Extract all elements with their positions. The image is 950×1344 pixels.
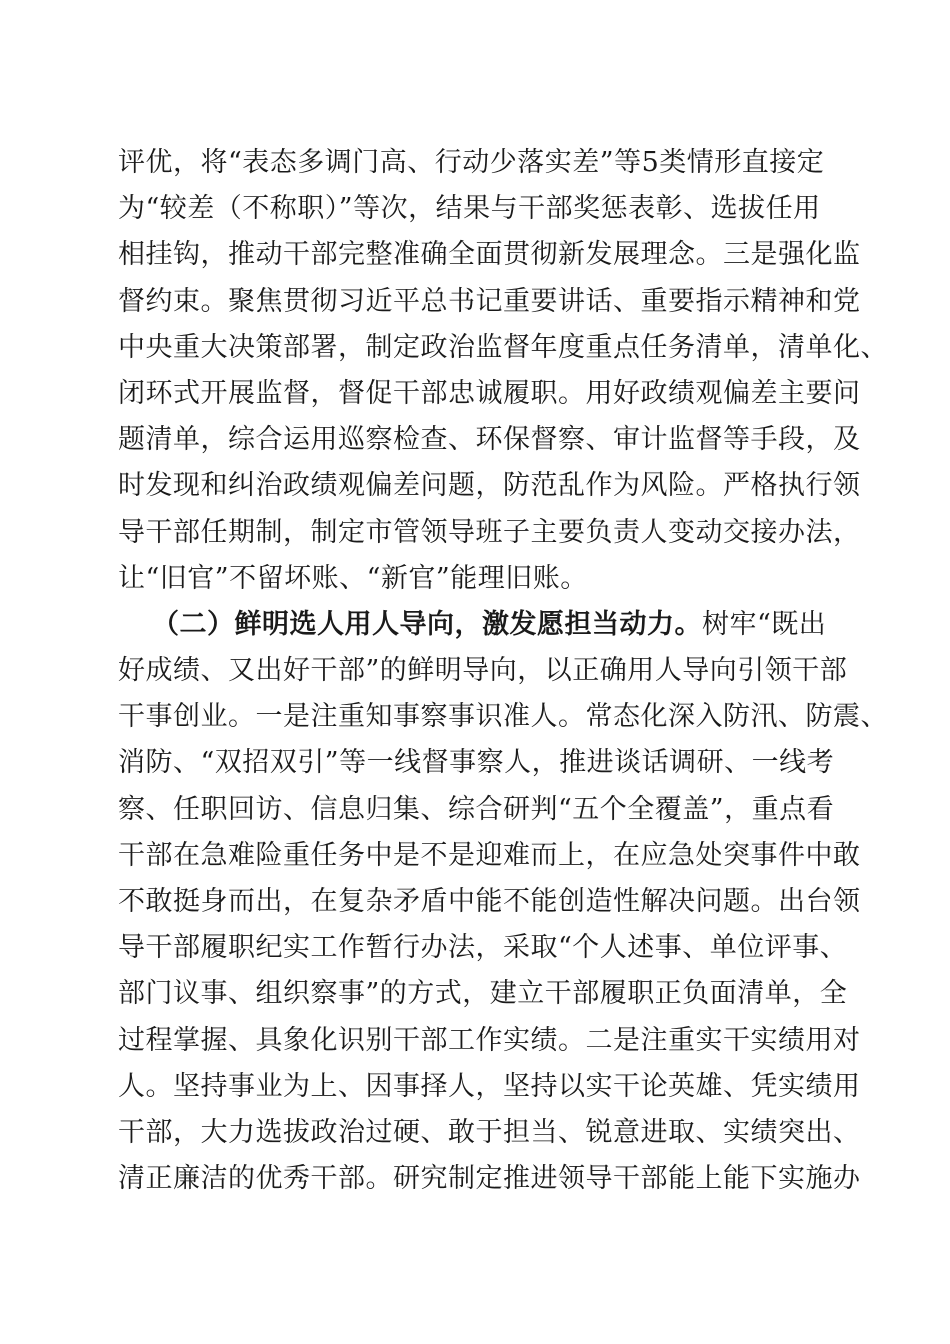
paragraph-line: 督约束。聚焦贯彻习近平总书记重要讲话、重要指示精神和党 — [118, 285, 861, 317]
paragraph-line: 评优，将“表态多调门高、行动少落实差”等5类情形直接定 — [118, 147, 825, 178]
paragraph-line: 导干部履职纪实工作暂行办法，采取“个人述事、单位评事、 — [118, 932, 848, 964]
paragraph-line: 相挂钩，推动干部完整准确全面贯彻新发展理念。三是强化监 — [118, 239, 861, 271]
paragraph-line: 中央重大决策部署，制定政治监督年度重点任务清单，清单化、 — [118, 331, 888, 363]
paragraph-line: 闭环式开展监督，督促干部忠诚履职。用好政绩观偏差主要问 — [118, 377, 861, 409]
paragraph-line: 题清单，综合运用巡察检查、环保督察、审计监督等手段，及 — [118, 424, 861, 456]
body-text — [118, 140, 888, 1202]
paragraph-line: 时发现和纠治政绩观偏差问题，防范乱作为风险。严格执行领 — [118, 470, 861, 502]
section-first-line — [118, 602, 838, 648]
paragraph-line: 让“旧官”不留坏账、“新官”能理旧账。 — [118, 562, 588, 594]
paragraph-line: 过程掌握、具象化识别干部工作实绩。二是注重实干实绩用对 — [118, 1024, 861, 1056]
paragraph-line: 不敢挺身而出，在复杂矛盾中能不能创造性解决问题。出台领 — [118, 886, 861, 917]
paragraph-line: 干事创业。一是注重知事察事识准人。常态化深入防汛、防震、 — [118, 701, 888, 733]
paragraph-line: 导干部任期制，制定市管领导班子主要负责人变动交接办法， — [118, 516, 861, 548]
section-heading: （二）鲜明选人用人导向，激发愿担当动力。 — [152, 608, 702, 640]
paragraph-line: 部门议事、组织察事”的方式，建立干部履职正负面清单，全 — [118, 978, 848, 1010]
paragraph-line: 干部，大力选拔政治过硬、敢于担当、锐意进取、实绩突出、 — [118, 1116, 861, 1148]
paragraph-line: 清正廉洁的优秀干部。研究制定推进领导干部能上能下实施办 — [118, 1163, 861, 1195]
section-first-line-text: 树牢“既出 — [702, 608, 827, 640]
paragraph-line: 好成绩、又出好干部”的鲜明导向，以正确用人导向引领干部 — [118, 655, 848, 687]
paragraph-line: 察、任职回访、信息归集、综合研判“五个全覆盖”，重点看 — [118, 793, 835, 825]
paragraph-line: 干部在急难险重任务中是不是迎难而上，在应急处突事件中敢 — [118, 839, 861, 871]
paragraph-line: 人。坚持事业为上、因事择人，坚持以实干论英雄、凭实绩用 — [118, 1070, 861, 1102]
paragraph-line: 为“较差（不称职）”等次，结果与干部奖惩表彰、选拔任用 — [118, 193, 821, 225]
paragraph-line: 消防、“双招双引”等一线督事察人，推进谈话调研、一线考 — [118, 747, 835, 779]
